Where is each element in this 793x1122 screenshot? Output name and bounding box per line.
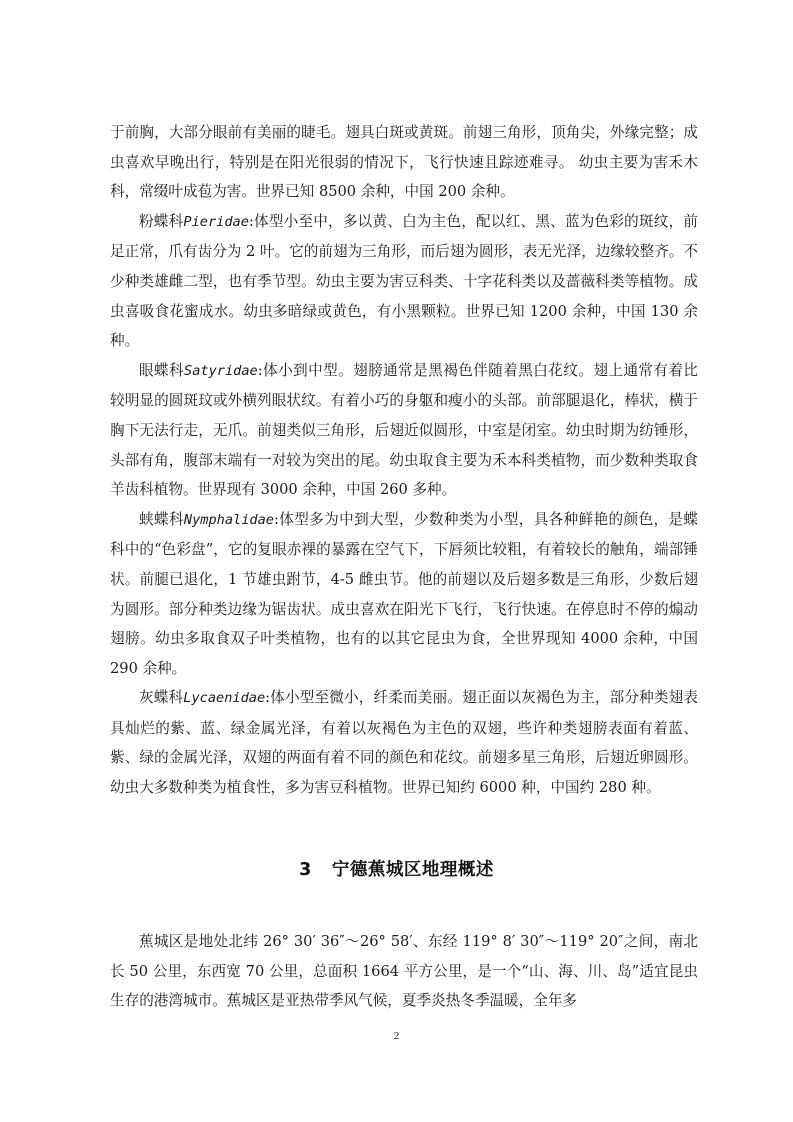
paragraph-satyridae — [110, 356, 698, 505]
section-heading — [0, 856, 793, 881]
paragraph-geography: 蕉城区是地处北纬 26° 30′ 36″～26° 58′、东经 119° 8′ 30″～119° 20″之间，南北长 50 公里，东西宽 70 公里，总面积 1664 平方公里，是一个“山、海、川、岛”适宜昆虫生存的港湾城市。蕉城区是亚热带季风气候，夏季炎热冬季温暖，全年多 — [110, 933, 698, 1010]
paragraph-nymphalidae — [110, 505, 698, 684]
body-text — [110, 118, 698, 803]
family-description: :体型多为中到大型，少数种类为小型，具各种鲜艳的颜色，是蝶科中的“色彩盘”，它的复眼赤裸的暴露在空气下，下唇须比较粗，有着较长的触角，端部锤状。前腿已退化，1 节雄虫跗节，4-5 雌虫节。他的前翅以及后翅多数是三角形，少数后翅为圆形。部分种类边缘为锯齿状。成虫喜欢在阳光下飞行，飞行快速。在停息时不停的煽动翅膀。幼虫多取食双子叶类植物，也有的以其它昆虫为食，全世界现知 4000 余种，中国 290 余种。 — [110, 510, 698, 677]
paragraph-pieridae — [110, 207, 698, 356]
family-description: :体小型至微小，纤柔而美丽。翅正面以灰褐色为主，部分种类翅表具灿烂的紫、蓝、绿金属光泽，有着以灰褐色为主色的双翅，些许种类翅膀表面有着蓝、紫、绿的金属光泽，双翅的两面有着不同的颜色和花纹。前翅多星三角形，后翅近卵圆形。幼虫大多数种类为植食性，多为害豆科植物。世界已知约 6000 种，中国约 280 种。 — [110, 689, 698, 797]
latin-name: Lycaenidae — [183, 690, 266, 707]
paragraph-lycaenidae — [110, 683, 698, 802]
page-number: 2 — [393, 1030, 400, 1042]
family-description: :体型小至中，多以黄、白为主色，配以红、黑、蓝为色彩的斑纹，前足正常，爪有齿分为 2 叶。它的前翅为三角形，而后翅为圆形，表无光泽，边缘较整齐。不少种类雄雌二型，也有季节型。幼虫主要为害豆科类、十字花科类以及蔷薇科类等植物。成虫喜吸食花蜜成水。幼虫多暗绿或黄色，有小黑颗粒。世界已知 1200 余种，中国 130 余种。 — [110, 212, 698, 350]
family-description: :体小到中型。翅膀通常是黑褐色伴随着黑白花纹。翅上通常有着比较明显的圆斑玟或外横列眼状纹。有着小巧的身躯和瘦小的头部。前部腿退化，棒状，横于胸下无法行走，无爪。前翅类似三角形，后翅近似圆形，中室是闭室。幼虫时期为纺锤形，头部有角，腹部末端有一对较为突出的尾。幼虫取食主要为禾本科类植物，而少数种类取食羊齿科植物。世界现有 3000 余种，中国 260 多种。 — [110, 361, 698, 499]
section-title: 宁德蕉城区地理概述 — [331, 860, 494, 880]
latin-name: Pieridae — [183, 213, 249, 230]
family-name: 眼蝶科 — [139, 361, 185, 379]
section-number: 3 — [299, 860, 312, 880]
family-name: 灰蝶科 — [139, 689, 184, 707]
latin-name: Nymphalidae — [183, 511, 274, 528]
family-name: 粉蝶科 — [139, 212, 184, 230]
family-name: 蛱蝶科 — [139, 510, 184, 528]
latin-name: Satyridae — [184, 362, 258, 379]
paragraph-continuation: 于前胸，大部分眼前有美丽的睫毛。翅具白斑或黄斑。前翅三角形，顶角尖，外缘完整；成虫喜欢早晚出行，特别是在阳光很弱的情况下，飞行快速且踪迹难寻。 幼虫主要为害禾木科，常缀叶成苞为害。世界已知 8500 余种，中国 200 余种。 — [110, 124, 698, 201]
section-body — [110, 927, 698, 1016]
